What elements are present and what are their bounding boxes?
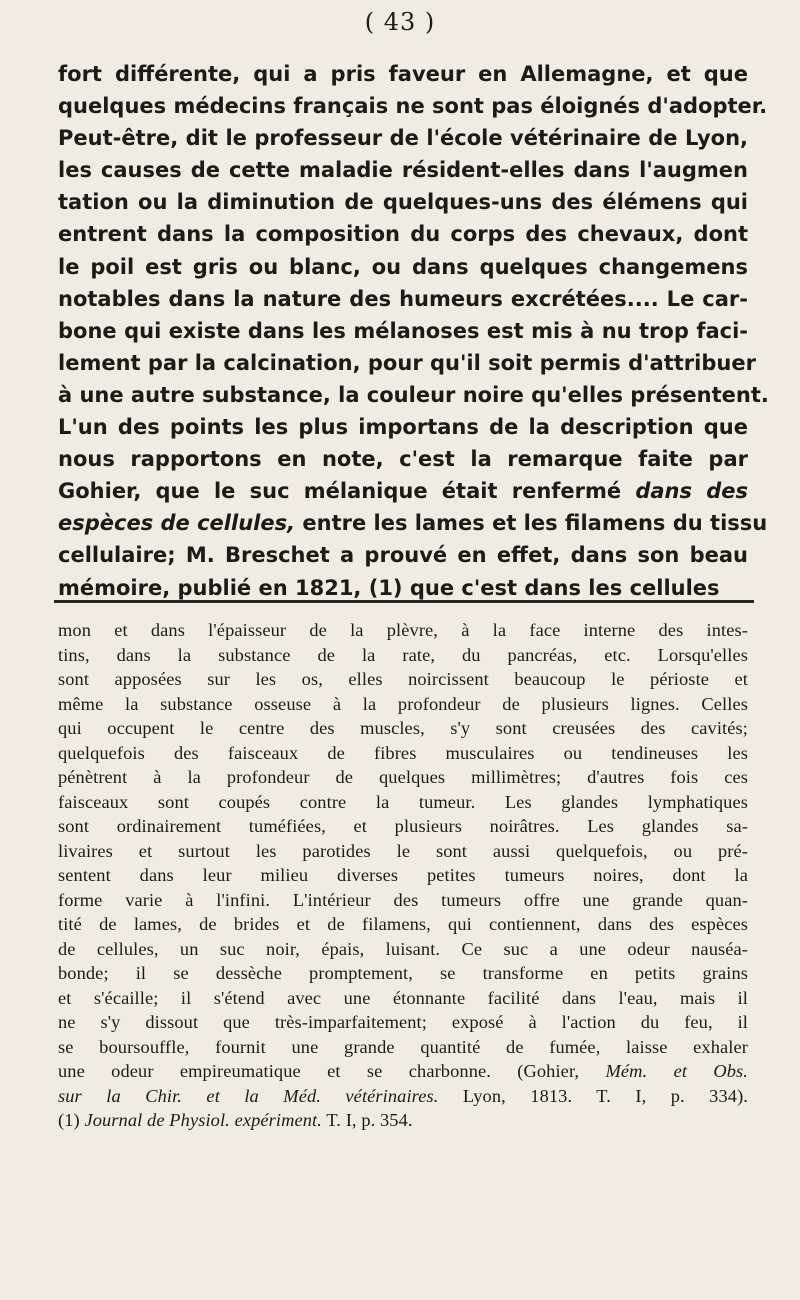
text-segment: entre les lames et les filamens du tissu <box>295 511 768 536</box>
italic-text: Journal de Physiol. expériment. <box>79 1110 322 1130</box>
note-line: pénètrent à la profondeur de quelques millimètres; d'autres fois ces <box>58 767 748 787</box>
text-line: les causes de cette maladie résident-elles dans l'augmen <box>58 158 748 183</box>
text-line: cellulaire; M. Breschet a prouvé en effet, dans son beau <box>58 543 748 568</box>
footnotes-block <box>58 618 748 1133</box>
note-line: mon et dans l'épaisseur de la plèvre, à la face interne des intes- <box>58 620 748 640</box>
text-line: nous rapportons en note, c'est la remarque faite par <box>58 447 748 472</box>
note-line: forme varie à l'infini. L'intérieur des tumeurs offre une grande quan- <box>58 889 748 910</box>
text-line: quelques médecins français ne sont pas éloignés d'adopter. <box>58 94 768 119</box>
text-line: mémoire, publié en 1821, (1) que c'est dans les cellules <box>58 575 720 600</box>
note-line: tité de lames, de brides et de filamens, qui contiennent, dans des espèces <box>58 914 748 934</box>
text-line: lement par la calcination, pour qu'il soit permis d'attribuer <box>58 350 756 375</box>
text-segment: Lyon, 1813. T. I, p. 334). <box>438 1085 748 1106</box>
text-line: notables dans la nature des humeurs excrétées.... Le car- <box>58 286 748 311</box>
note-line: sentent dans leur milieu diverses petites tumeurs noires, dont la <box>58 865 748 885</box>
note-line <box>58 1059 748 1084</box>
text-line: tation ou la diminution de quelques-uns des élémens qui <box>58 190 748 215</box>
text-segment: une odeur empireumatique et se charbonne. (Gohier, <box>58 1061 580 1081</box>
note-line: livaires et surtout les parotides le sont aussi quelquefois, ou pré- <box>58 840 748 861</box>
footnote-divider <box>54 600 754 603</box>
page-number: ( 43 ) <box>364 8 436 36</box>
note-line <box>58 1108 748 1133</box>
note-line: qui occupent le centre des muscles, s'y sont creusées des cavités; <box>58 718 748 738</box>
italic-text: espèces de cellules, <box>58 511 296 536</box>
text-line: Peut-être, dit le professeur de l'école vétérinaire de Lyon, <box>58 126 748 151</box>
text-line: fort différente, qui a pris faveur en Allemagne, et que <box>58 62 748 86</box>
text-line <box>58 475 748 507</box>
italic-text: dans des <box>635 479 748 504</box>
note-line: quelquefois des faisceaux de fibres musculaires ou tendineuses les <box>58 742 748 763</box>
text-line <box>58 507 768 539</box>
note-line: bonde; il se dessèche promptement, se transforme en petits grains <box>58 963 748 983</box>
text-line: entrent dans la composition du corps des chevaux, dont <box>58 222 748 247</box>
note-line: ne s'y dissout que très-imparfaitement; exposé à l'action du feu, il <box>58 1012 748 1032</box>
footnote-marker: (1) <box>58 1110 80 1130</box>
italic-text: sur la Chir. et la Méd. vétérinaires. <box>58 1085 439 1106</box>
note-line: et s'écaille; il s'étend avec une étonnante facilité dans l'eau, mais il <box>58 987 748 1008</box>
text-line: le poil est gris ou blanc, ou dans quelques changemens <box>58 254 748 279</box>
text-line: bone qui existe dans les mélanoses est mis à nu trop faci- <box>58 318 748 343</box>
text-segment: Gohier, que le suc mélanique était renfermé <box>58 479 622 504</box>
note-line: se boursouffle, fournit une grande quantité de fumée, laisse exhaler <box>58 1036 748 1057</box>
text-segment: T. I, p. 354. <box>321 1110 413 1130</box>
italic-text: Mém. et Obs. <box>605 1061 749 1081</box>
note-line: faisceaux sont coupés contre la tumeur. Les glandes lymphatiques <box>58 791 748 812</box>
text-line: L'un des points les plus importans de la description que <box>58 415 748 440</box>
text-line: à une autre substance, la couleur noire qu'elles présentent. <box>58 382 769 407</box>
note-line: sont apposées sur les os, elles noircissent beaucoup le périoste et <box>58 669 748 689</box>
note-line: de cellules, un suc noir, épais, luisant. Ce suc a une odeur nauséa- <box>58 938 748 959</box>
note-line: même la substance osseuse à la profondeur de plusieurs lignes. Celles <box>58 693 748 714</box>
note-line <box>58 1084 748 1109</box>
main-text-block <box>58 58 769 604</box>
note-line: sont ordinairement tuméfiées, et plusieurs noirâtres. Les glandes sa- <box>58 816 748 836</box>
note-line: tins, dans la substance de la rate, du pancréas, etc. Lorsqu'elles <box>58 644 748 665</box>
